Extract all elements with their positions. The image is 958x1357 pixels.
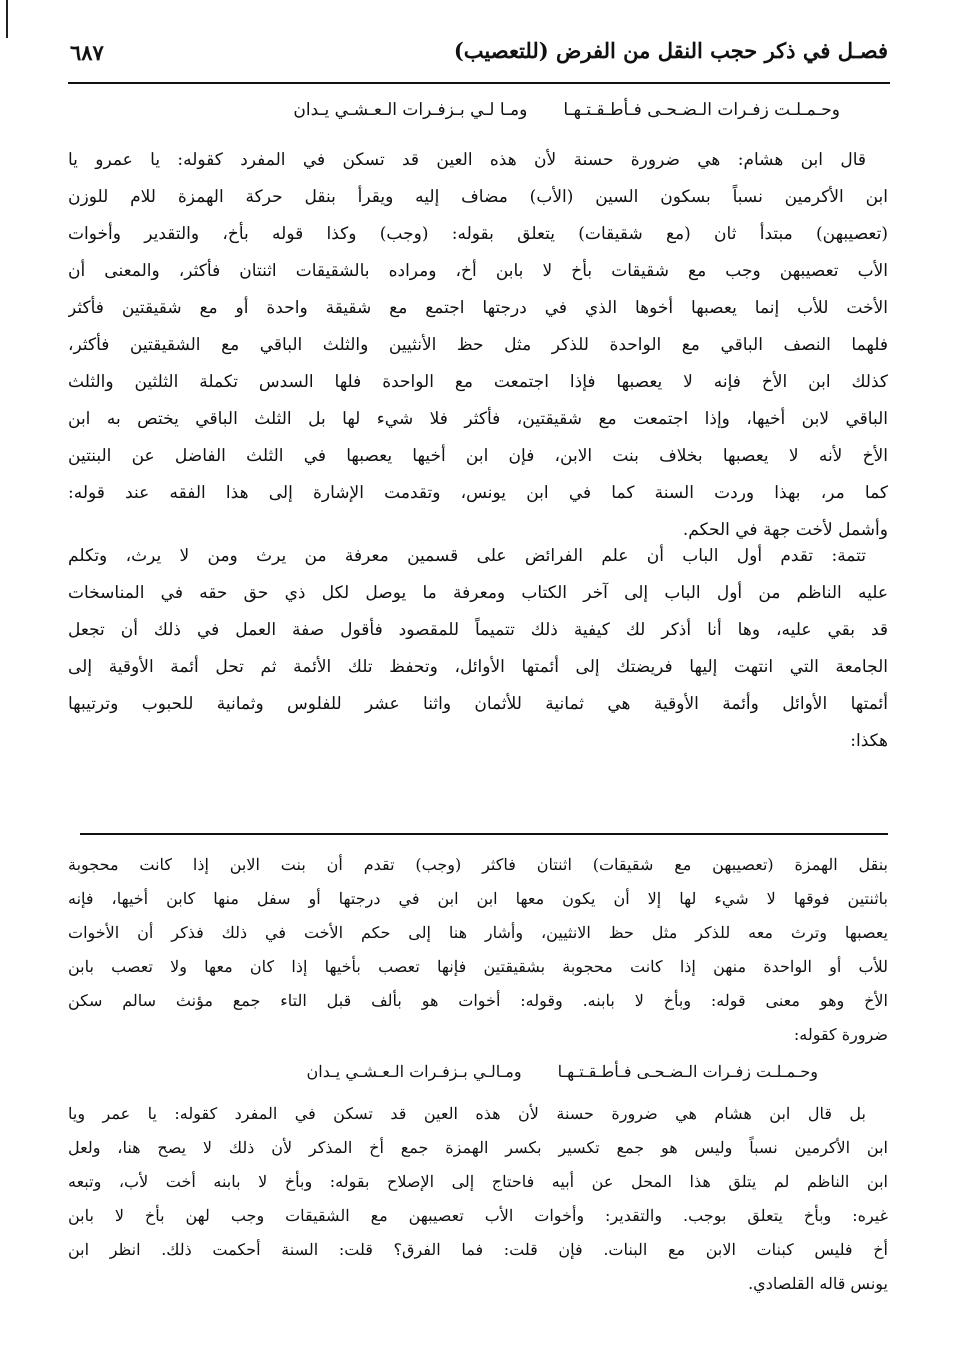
- footnote-line: أخ فليس كبنات الابن مع البنات. فإن قلت: فما الفرق؟ قلت: السنة أحكمت ذلك. انظر ابن: [68, 1240, 888, 1259]
- text-line: عليه الناظم من أول الباب إلى آخر الكتاب ومعرفة ما يوصل لكل ذي حق حقه في المناسخات: [68, 583, 888, 603]
- footnote-rule: [80, 833, 888, 835]
- footnote-line: بنقل الهمزة (تعصيبهن مع شقيقات) اثنتان فاكثر (وجب) تقدم أن بنت الابن إذا كانت محجوبة: [68, 855, 888, 874]
- header-rule: [68, 82, 890, 84]
- footnote-line: ابن الناظم لم يتلق هذا المحل عن أبيه فاحتاج إلى الإصلاح بقوله: وبأخ لا بابنه أخت لأب، وتبعه: [68, 1172, 888, 1191]
- footnote-line: ضرورة كقوله:: [793, 1025, 888, 1044]
- text-line: قال ابن هشام: هي ضرورة حسنة لأن هذه العين قد تسكن في المفرد كقوله: يا عمرو يا: [68, 150, 866, 170]
- footnote-line: يعصبها وترث معه للذكر مثل حظ الانثيين، وأشار هنا إلى حكم الأخت في ذلك فذكر أن الأخوات: [68, 923, 888, 942]
- text-line: هكذا:: [850, 731, 888, 751]
- main-paragraph-1: [68, 142, 888, 549]
- verse-hemistich-left: ومـالـي بـزفـرات الـعـشـي يـدان: [306, 1062, 522, 1081]
- text-line: وأشمل لأخت جهة في الحكم.: [682, 520, 888, 540]
- text-line: قد بقي عليه، وها أنا أذكر لك كيفية ذلك تتميماً للمقصود فأقول صفة العمل في ذلك أن تجعل: [68, 620, 888, 640]
- footnote-line: الأخ وهو معنى قوله: وبأخ لا بابنه. وقوله: أخوات هو بألف قبل التاء جمع مؤنث سالم سكن: [68, 991, 888, 1010]
- verse-top: [293, 100, 840, 120]
- text-line: الأب تعصيبهن وجب مع شقيقات بأخ لا بابن أخ، ومراده بالشقيقات اثنتان فأكثر، والمعنى أن: [68, 261, 888, 281]
- text-line: فلهما النصف الباقي مع الواحدة للذكر مثل حظ الأنثيين والثلث الباقي مع الشقيقتين فأكثر،: [68, 335, 888, 355]
- running-title: فصـل في ذكر حجب النقل من الفرض (للتعصيب): [453, 38, 888, 63]
- footnote-paragraph-2: [68, 1097, 888, 1301]
- text-line: كما مر، بهذا وردت السنة كما في ابن يونس، وتقدمت الإشارة إلى هذا الفقه عند قوله:: [68, 483, 888, 503]
- footnote-paragraph-1: [68, 848, 888, 1052]
- text-line: ابن الأكرمين نسباً بسكون السين (الأب) مضاف إليه ويقرأ بنقل حركة الهمزة للام للوزن: [68, 187, 888, 207]
- footnote-line: بل قال ابن هشام هي ضرورة حسنة لأن هذه العين قد تسكن في المفرد كقوله: يا عمر ويا: [68, 1104, 866, 1123]
- text-line: الجامعة التي انتهت إليها فريضتك إلى أئمتها الأوائل، وتحفظ تلك الأئمة ثم تحل أئمة الأوقية إلى: [68, 657, 888, 677]
- text-line: كذلك ابن الأخ فإنه لا يعصبها فإذا اجتمعت مع الواحدة فلها السدس تكملة الثلثين والثلث: [68, 372, 888, 392]
- text-line: الأخ لأنه لا يعصبها بخلاف بنت الابن، فإن ابن أخيها يعصبها في الثلث الفاضل عن البنتين: [68, 446, 888, 466]
- footnote-line: ابن الأكرمين نسباً وليس هو جمع تكسير بكسر الهمزة جمع أخ المذكر لأن ذلك لا يصح هنا، ولعل: [68, 1138, 888, 1157]
- text-line: (تعصيبهن) مبتدأ ثان (مع شقيقات) يتعلق بقوله: (وجب) وكذا قوله بأخ، والتقدير وأخوات: [68, 224, 888, 244]
- footnote-line: يونس قاله القلصادي.: [748, 1274, 888, 1293]
- scan-edge-mark: [6, 0, 8, 38]
- page-number: ٦٨٧: [70, 40, 104, 65]
- verse-hemistich-left: ومـا لـي بـزفـرات الـعـشـي يـدان: [293, 100, 528, 120]
- footnote-verse: [307, 1062, 819, 1081]
- verse-hemistich-right: وحـمـلـت زفـرات الـضـحـى فـأطـقـتـهـا: [557, 1062, 818, 1081]
- footnote-line: للأب أو الواحدة منهن إذا كانت محجوبة بشقيقتين فإنها تعصب بأخيها إذا كان معها ولا تعصب بابن: [68, 957, 888, 976]
- main-paragraph-2: [68, 538, 888, 760]
- text-line: تتمة: تقدم أول الباب أن علم الفرائض على قسمين معرفة من يرث ومن لا يرث، وتكلم: [68, 546, 866, 566]
- page-header: [70, 38, 888, 78]
- footnote-line: غيره: وبأخ يتعلق بوجب. والتقدير: وأخوات الأب تعصيبهن مع الشقيقات وجب لهن بأخ لا بابن: [68, 1206, 888, 1225]
- footnote-line: باثنتين فوقها لا شيء لها إلا أن يكون معها ابن ابن في درجتها أو سفل منها كابن أخيها، فإنه: [68, 889, 888, 908]
- text-line: الباقي لابن أخيها، وإذا اجتمعت مع شقيقتين، فأكثر فلا شيء لها بل الثلث الباقي يختص به ابن: [68, 409, 888, 429]
- text-line: أئمتها الأوائل وأئمة الأوقية هي ثمانية للأثمان واثنا عشر للفلوس وثمانية للحبوب وترتيبها: [68, 694, 888, 714]
- text-line: الأخت للأب إنما يعصبها أخوها الذي في درجتها اجتمع مع شقيقة واحدة أو مع شقيقتين فأكثر: [68, 298, 888, 318]
- verse-hemistich-right: وحـمـلـت زفـرات الـضـحـى فـأطـقـتـهـا: [563, 100, 840, 120]
